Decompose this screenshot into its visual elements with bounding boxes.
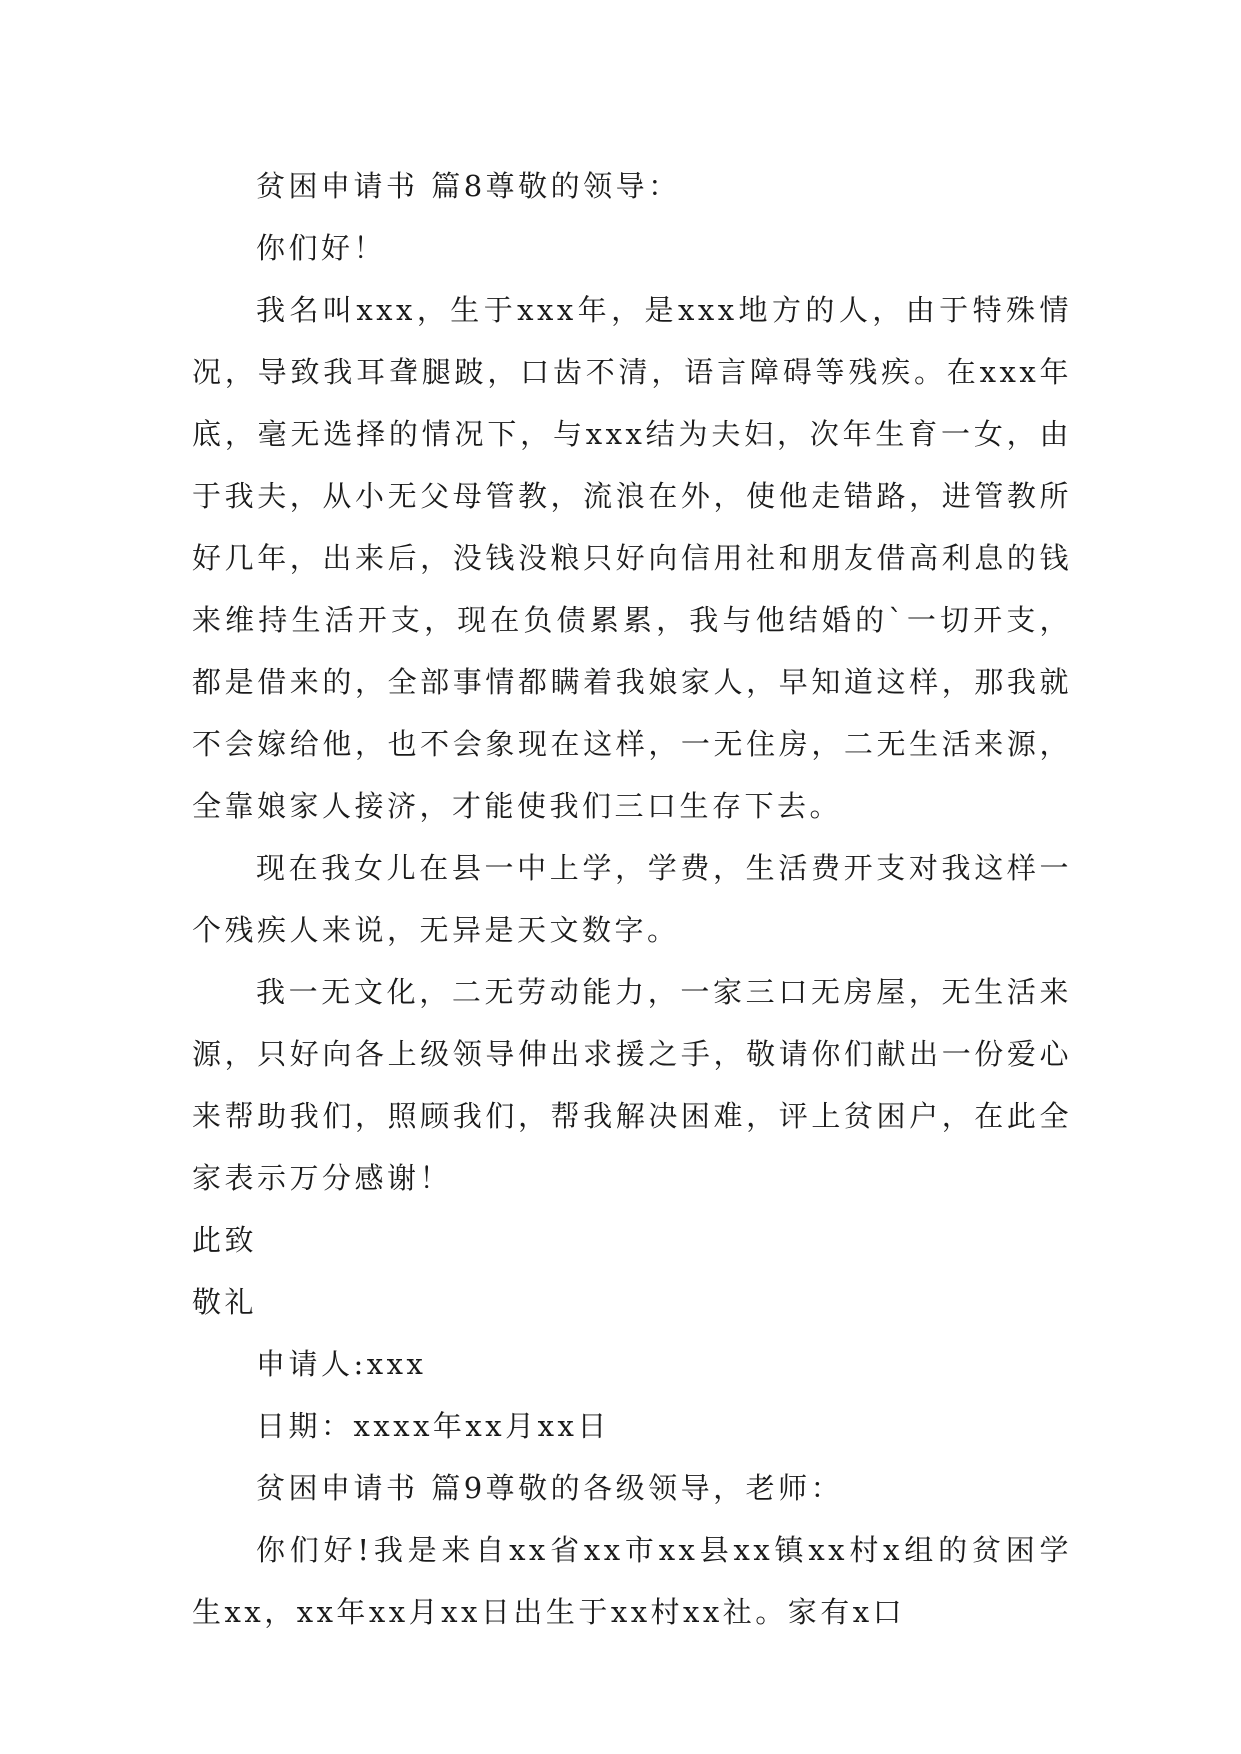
closing-salutation: 此致: [192, 1223, 258, 1257]
section-heading-8: 贫困申请书 篇8尊敬的领导：: [256, 169, 681, 203]
closing-regards: 敬礼: [192, 1285, 258, 1319]
section-heading-9: 贫困申请书 篇9尊敬的各级领导，老师：: [256, 1471, 844, 1505]
date-line: 日期：xxxx年xx月xx日: [256, 1409, 610, 1443]
greeting: 你们好！: [256, 231, 387, 265]
body-paragraph-3: 我一无文化，二无劳动能力，一家三口无房屋，无生活来源，只好向各上级领导伸出求援之手，敬请你们献出一份爱心来帮助我们，照顾我们，帮我解决困难，评上贫困户，在此全家表示万分感谢！: [192, 975, 1072, 1195]
body-paragraph-2: 现在我女儿在县一中上学，学费，生活费开支对我这样一个残疾人来说，无异是天文数字。: [192, 851, 1072, 947]
body-paragraph-4: 你们好!我是来自xx省xx市xx县xx镇xx村x组的贫困学生xx，xx年xx月xx日出生于xx村xx社。家有x口: [192, 1533, 1072, 1629]
body-paragraph-1: 我名叫xxx，生于xxx年，是xxx地方的人，由于特殊情况，导致我耳聋腿跛，口齿不清，语言障碍等残疾。在xxx年底，毫无选择的情况下，与xxx结为夫妇，次年生育一女，由于我夫，从小无父母管教，流浪在外，使他走错路，进管教所好几年，出来后，没钱没粮只好向信用社和朋友借高利息的钱来维持生活开支，现在负债累累，我与他结婚的`一切开支，都是借来的，全部事情都瞒着我娘家人，早知道这样，那我就不会嫁给他，也不会象现在这样，一无住房，二无生活来源，全靠娘家人接济，才能使我们三口生存下去。: [192, 293, 1072, 823]
document-body: [192, 155, 1072, 1643]
applicant-line: 申请人:xxx: [256, 1347, 427, 1381]
